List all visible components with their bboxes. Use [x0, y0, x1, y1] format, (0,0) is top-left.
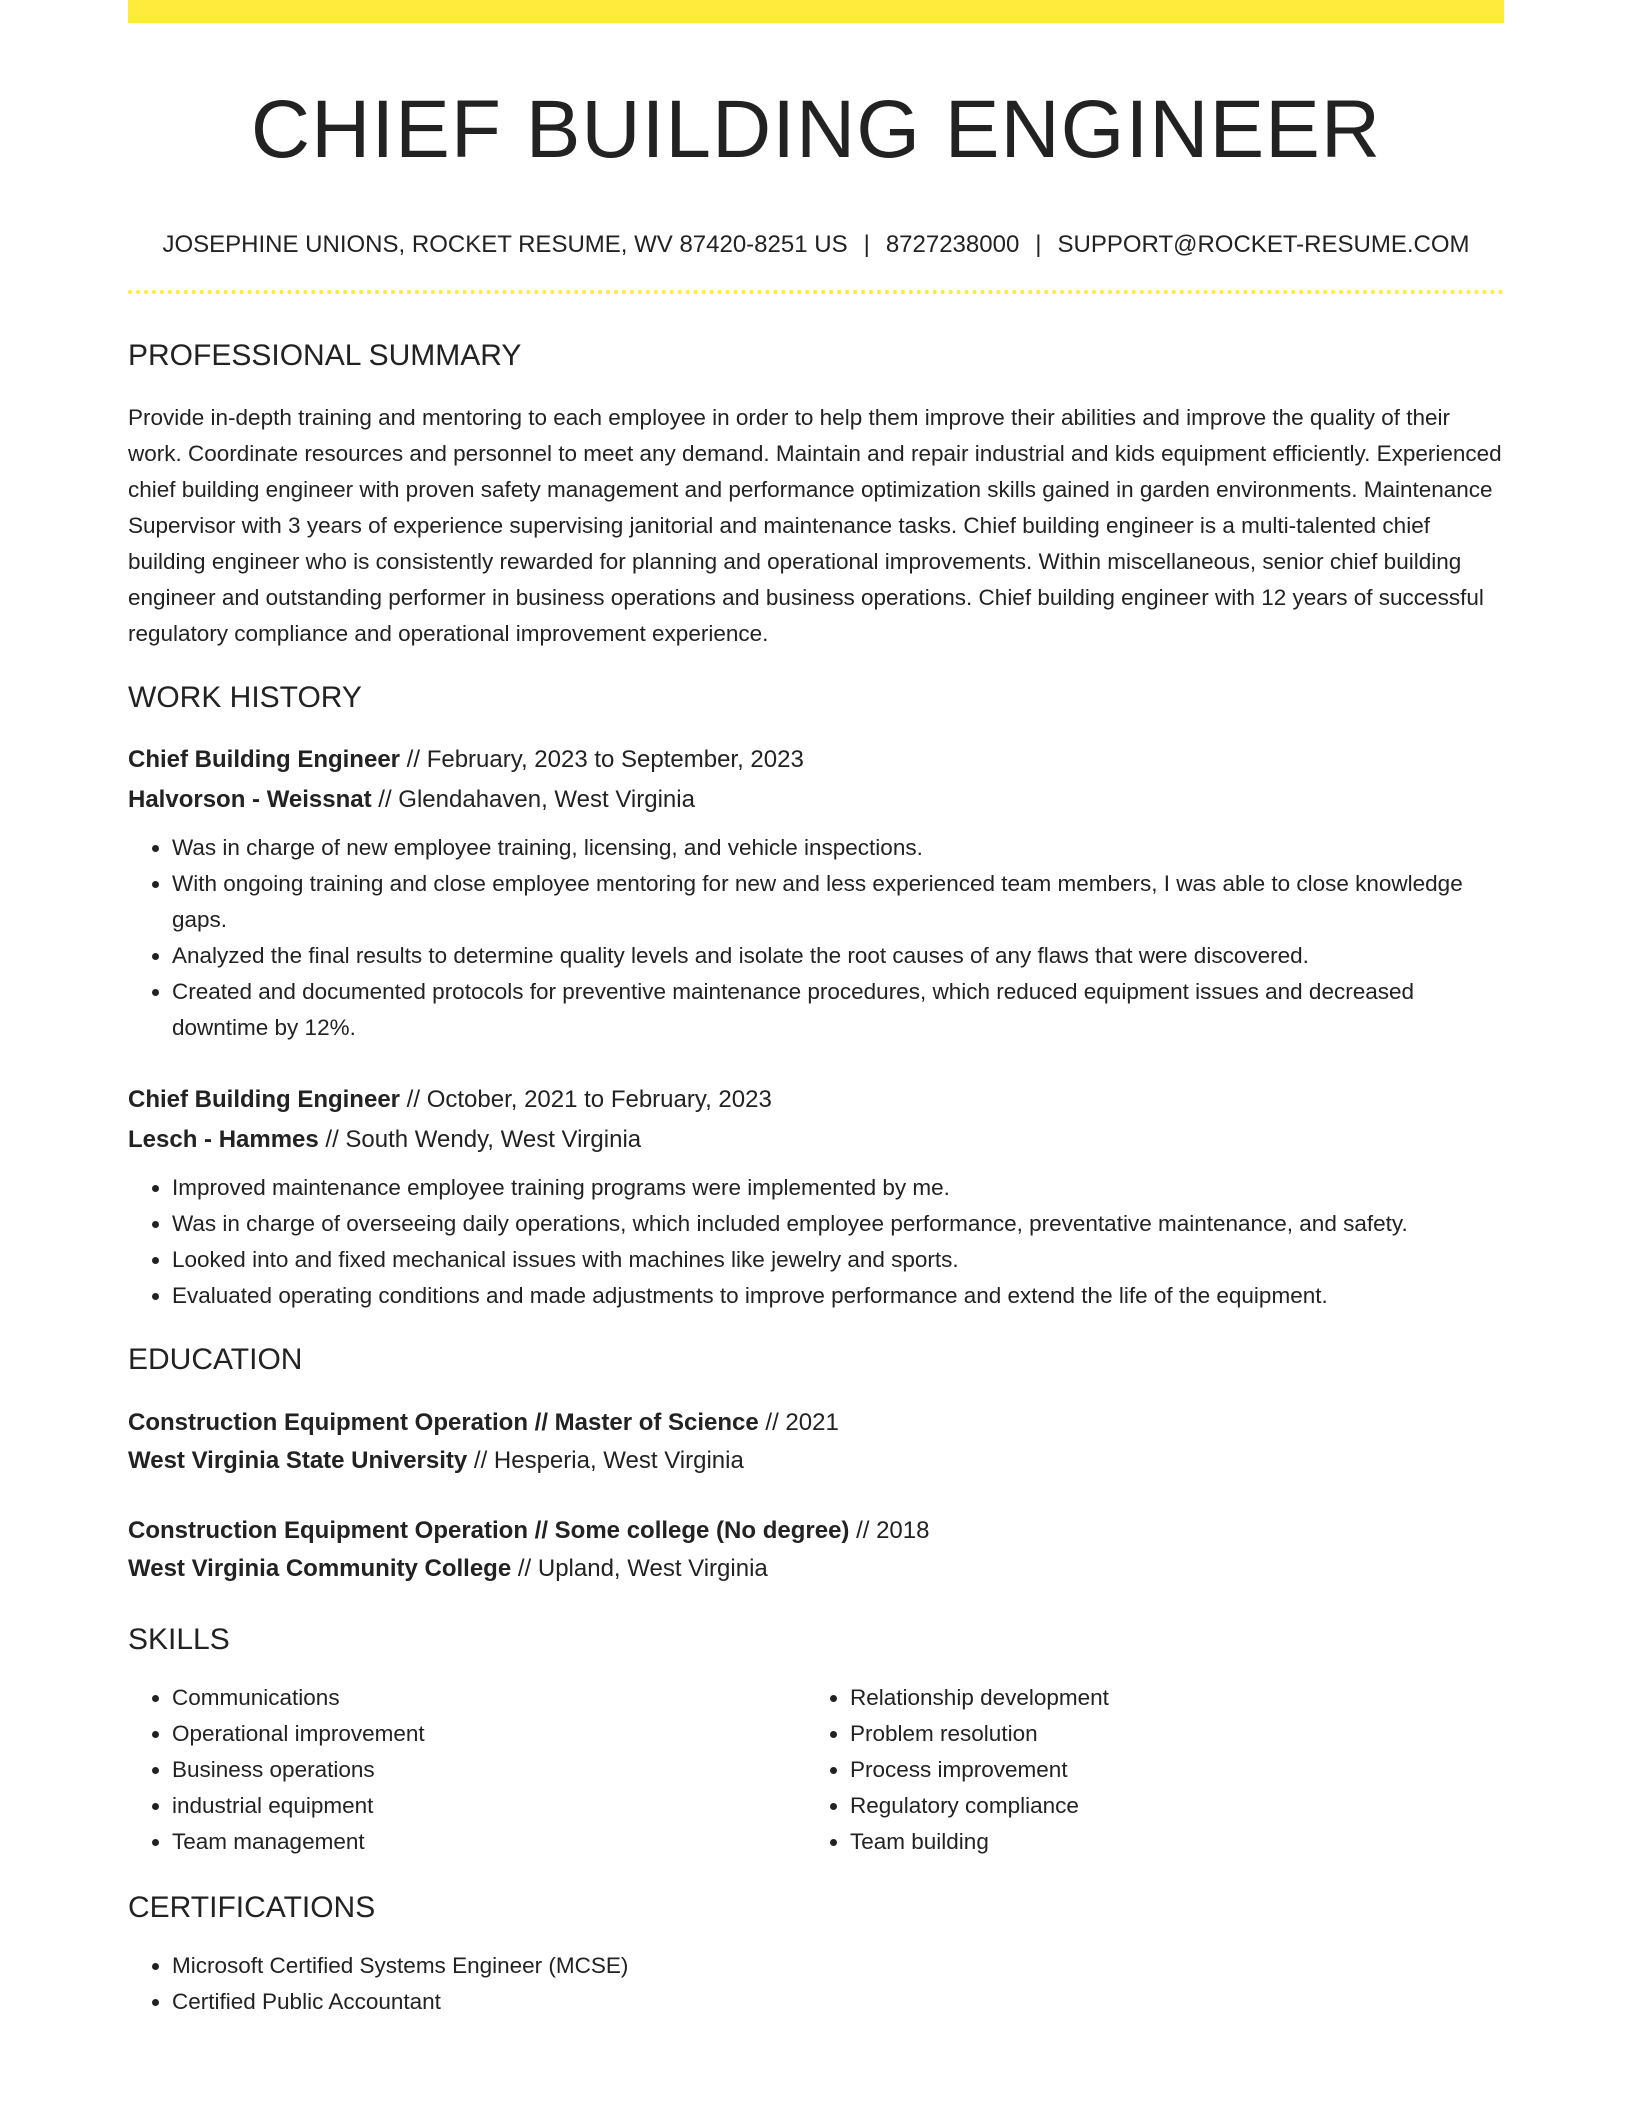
- job-bullet: • Looked into and fixed mechanical issues with machines like jewelry and sports.: [172, 1242, 1504, 1278]
- job-entry: [128, 1080, 1504, 1314]
- certifications-heading: CERTIFICATIONS: [128, 1891, 376, 1925]
- job-dates: // February, 2023 to September, 2023: [400, 746, 804, 774]
- skills-heading: SKILLS: [128, 1623, 230, 1657]
- skill-item: • Process improvement: [850, 1752, 1484, 1788]
- education-heading: EDUCATION: [128, 1343, 303, 1377]
- job-company-line: [128, 1120, 1504, 1160]
- summary-text: Provide in-depth training and mentoring to each employee in order to help them improve their abilities and improve the quality of their work. Coordinate resources and personnel to meet any demand. Maintain and repair industrial and kids equipment efficiently. Experienced chief building engineer with proven safety management and performance optimization skills gained in garden environments. Maintenance Supervisor with 3 years of experience supervising janitorial and maintenance tasks. Chief building engineer is a multi-talented chief building engineer who is consistently rewarded for planning and operational improvements. Within miscellaneous, senior chief building engineer and outstanding performer in business operations and business operations. Chief building engineer with 12 years of successful regulatory compliance and operational improvement experience.: [128, 405, 1502, 647]
- certification-item: • Microsoft Certified Systems Engineer (MCSE): [172, 1948, 1504, 1984]
- job-title-line: [128, 1080, 1504, 1120]
- job-company-line: [128, 780, 1504, 820]
- education-school-line: [128, 1550, 1504, 1588]
- education-degree-line: [128, 1512, 1504, 1550]
- education-year: // 2021: [758, 1409, 839, 1437]
- job-bullet: • Was in charge of overseeing daily operations, which included employee performance, preventative maintenance, and safety.: [172, 1206, 1504, 1242]
- education-location: // Upland, West Virginia: [511, 1555, 768, 1583]
- education-year: // 2018: [849, 1517, 930, 1545]
- education-degree: Construction Equipment Operation // Some college (No degree): [128, 1517, 850, 1545]
- certification-item: • Certified Public Accountant: [172, 1984, 1504, 2020]
- job-bullets: [128, 830, 1504, 1046]
- job-bullet: • Created and documented protocols for preventive maintenance procedures, which reduced equipment issues and decreased downtime by 12%.: [172, 974, 1504, 1046]
- education-degree: Construction Equipment Operation // Master of Science: [128, 1409, 759, 1437]
- education-school: West Virginia Community College: [128, 1555, 512, 1583]
- job-company: Halvorson - Weissnat: [128, 786, 372, 814]
- education-location: // Hesperia, West Virginia: [467, 1447, 744, 1475]
- job-title: Chief Building Engineer: [128, 746, 401, 774]
- contact-line: [128, 231, 1504, 260]
- education-entry: [128, 1512, 1504, 1588]
- skills-list-left: [128, 1680, 806, 1860]
- resume-page: [128, 0, 1504, 2020]
- job-bullet: • Analyzed the final results to determine quality levels and isolate the root causes of any flaws that were discovered.: [172, 938, 1504, 974]
- contact-separator: |: [863, 231, 870, 259]
- job-bullet: • Was in charge of new employee training, licensing, and vehicle inspections.: [172, 830, 1504, 866]
- job-title-line: [128, 740, 1504, 780]
- contact-address: JOSEPHINE UNIONS, ROCKET RESUME, WV 87420-8251 US: [162, 231, 848, 259]
- job-bullets: [128, 1170, 1504, 1314]
- job-bullet: • With ongoing training and close employee mentoring for new and less experienced team members, I was able to close knowledge gaps.: [172, 866, 1504, 938]
- skill-item: • Regulatory compliance: [850, 1788, 1484, 1824]
- job-entry: [128, 740, 1504, 1046]
- job-title: Chief Building Engineer: [128, 1086, 401, 1114]
- contact-phone: 8727238000: [885, 231, 1020, 259]
- education-entry: [128, 1404, 1504, 1480]
- job-company: Lesch - Hammes: [128, 1126, 319, 1154]
- skill-item: • Operational improvement: [172, 1716, 806, 1752]
- education-school: West Virginia State University: [128, 1447, 468, 1475]
- work-history-heading: WORK HISTORY: [128, 681, 362, 715]
- certifications-list: [128, 1948, 1504, 2020]
- accent-bar: [128, 0, 1504, 23]
- skills-list-right: [806, 1680, 1484, 1860]
- skill-item: • Problem resolution: [850, 1716, 1484, 1752]
- job-bullet: • Evaluated operating conditions and made adjustments to improve performance and extend the life of the equipment.: [172, 1278, 1504, 1314]
- skill-item: • Business operations: [172, 1752, 806, 1788]
- skill-item: • Team management: [172, 1824, 806, 1860]
- skill-item: • Communications: [172, 1680, 806, 1716]
- education-degree-line: [128, 1404, 1504, 1442]
- job-location: // South Wendy, West Virginia: [318, 1126, 642, 1154]
- skill-item: • Relationship development: [850, 1680, 1484, 1716]
- page-title: CHIEF BUILDING ENGINEER: [250, 84, 1382, 175]
- job-bullet: • Improved maintenance employee training programs were implemented by me.: [172, 1170, 1504, 1206]
- contact-separator: |: [1035, 231, 1042, 259]
- skills-columns: [128, 1680, 1504, 1860]
- skill-item: • Team building: [850, 1824, 1484, 1860]
- summary-heading: PROFESSIONAL SUMMARY: [128, 339, 522, 373]
- skill-item: • industrial equipment: [172, 1788, 806, 1824]
- job-location: // Glendahaven, West Virginia: [371, 786, 695, 814]
- job-dates: // October, 2021 to February, 2023: [400, 1086, 772, 1114]
- dotted-divider: [128, 290, 1504, 294]
- education-school-line: [128, 1442, 1504, 1480]
- contact-email[interactable]: SUPPORT@ROCKET-RESUME.COM: [1057, 231, 1470, 259]
